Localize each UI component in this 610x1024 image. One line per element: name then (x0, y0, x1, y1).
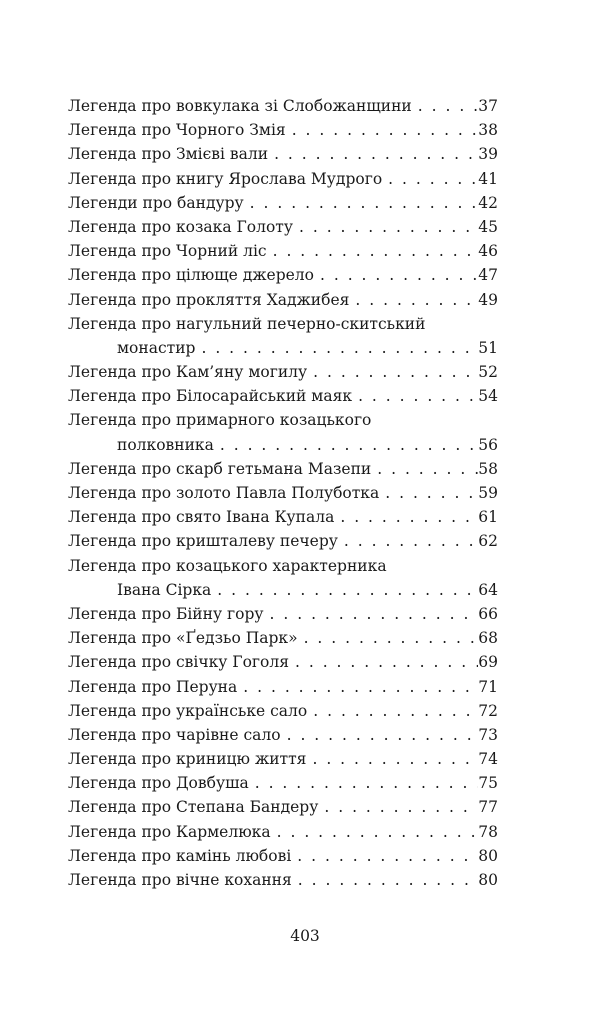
dot-leader (281, 723, 479, 747)
dot-leader (318, 795, 478, 819)
toc-entry[interactable] (68, 457, 498, 481)
toc-entry-page: 66 (478, 604, 498, 623)
toc-entry-line (68, 360, 498, 384)
toc-entry[interactable] (68, 312, 498, 360)
toc-entry-page: 46 (478, 242, 498, 261)
toc-entry-title: Легенда про Перуна (68, 677, 238, 696)
toc-entry[interactable] (68, 191, 498, 215)
toc-entry-page: 41 (478, 169, 498, 188)
toc-entry-title: Легенда про свято Івана Купала (68, 508, 335, 527)
toc-entry[interactable] (68, 215, 498, 239)
toc-entry-page: 74 (478, 750, 498, 769)
toc-entry-line (68, 844, 498, 868)
toc-entry-title: Легенда про Чорний ліс (68, 242, 267, 261)
toc-entry-title: Легенда про криницю життя (68, 750, 307, 769)
toc-entry-page: 78 (478, 822, 498, 841)
dot-leader (307, 360, 478, 384)
toc-entry-title: Легенда про Кам’яну могилу (68, 363, 308, 382)
toc-entry-title: Легенда про козацького характерника (68, 556, 387, 575)
toc-entry[interactable] (68, 142, 498, 166)
toc-entry[interactable] (68, 723, 498, 747)
toc-entry-line (68, 408, 498, 432)
toc-entry[interactable] (68, 384, 498, 408)
toc-entry-line (68, 626, 498, 650)
toc-entry-page: 58 (478, 459, 498, 478)
toc-entry-page: 54 (478, 387, 498, 406)
toc-entry-title-continuation: Івана Сірка (117, 580, 212, 599)
toc-entry-line (68, 699, 498, 723)
toc-entry-line (68, 215, 498, 239)
dot-leader (379, 481, 478, 505)
toc-entry-page: 80 (478, 871, 498, 889)
toc-entry-line (68, 529, 498, 553)
toc-entry[interactable] (68, 505, 498, 529)
toc-entry-page: 52 (478, 363, 498, 382)
toc-entry-title: Легенда про Змієві вали (68, 145, 269, 164)
toc-entry-page: 42 (478, 193, 498, 212)
toc-entry-title: Легенда про Степана Бандеру (68, 798, 319, 817)
toc-entry-title: Легенда про цілюще джерело (68, 266, 314, 285)
toc-entry[interactable] (68, 239, 498, 263)
toc-entry-page: 45 (478, 217, 498, 236)
toc-entry-line (68, 747, 498, 771)
toc-entry[interactable] (68, 481, 498, 505)
toc-entry[interactable] (68, 529, 498, 553)
toc-entry[interactable] (68, 602, 498, 626)
toc-entry-page: 47 (478, 266, 498, 285)
toc-entry-page: 69 (478, 653, 498, 672)
dot-leader (412, 94, 479, 118)
toc-entry-page: 73 (478, 725, 498, 744)
toc-entry-title: Легенда про нагульний печерно-скитський (68, 314, 426, 333)
toc-entry[interactable] (68, 795, 498, 819)
toc-entry-line (68, 795, 498, 819)
dot-leader (382, 167, 478, 191)
dot-leader (298, 626, 479, 650)
toc-entry-page: 37 (478, 97, 498, 115)
toc-entry-title: Легенда про кришталеву печеру (68, 532, 338, 551)
toc-entry-page: 38 (478, 121, 498, 140)
toc-entry-title: Легенда про скарб гетьмана Мазепи (68, 459, 372, 478)
dot-leader (334, 505, 478, 529)
toc-entry-line (68, 771, 498, 795)
toc-entry-title: Легенда про «Ґедзьо Парк» (68, 629, 298, 648)
toc-entry-page: 61 (478, 508, 498, 527)
toc-entry[interactable] (68, 288, 498, 312)
toc-entry-line (68, 167, 498, 191)
toc-entry-page: 62 (478, 532, 498, 551)
toc-entry-page: 39 (478, 145, 498, 164)
toc-entry-line (68, 675, 498, 699)
toc-entry[interactable] (68, 118, 498, 142)
toc-entry-page: 49 (478, 290, 498, 309)
toc-entry-line (68, 118, 498, 142)
toc-entry[interactable] (68, 94, 498, 118)
toc-entry-page: 59 (478, 484, 498, 502)
dot-leader (352, 384, 478, 408)
toc-entry-page: 64 (478, 580, 498, 599)
toc-entry[interactable] (68, 554, 498, 602)
dot-leader (244, 191, 479, 215)
toc-entry-page: 71 (478, 677, 498, 696)
toc-entry[interactable] (68, 699, 498, 723)
toc-entry-continuation-line (68, 578, 498, 602)
toc-entry-line (68, 239, 498, 263)
toc-entry-title: Легенда про Чорного Змія (68, 121, 286, 140)
toc-entry-title: Легенда про козака Голоту (68, 217, 293, 236)
toc-entry-title-continuation: полковника (117, 435, 214, 454)
toc-entry[interactable] (68, 408, 498, 456)
toc-entry-line (68, 94, 498, 118)
dot-leader (264, 602, 479, 626)
toc-entry-line (68, 481, 498, 505)
dot-leader (292, 868, 479, 892)
toc-entry-page: 68 (478, 629, 498, 648)
toc-entry[interactable] (68, 263, 498, 287)
toc-entry[interactable] (68, 747, 498, 771)
dot-leader (289, 650, 478, 674)
toc-entry-title: Легенда про Кармелюка (68, 822, 271, 841)
dot-leader (214, 433, 478, 457)
toc-entry-page: 51 (478, 338, 498, 357)
toc-entry-page: 77 (478, 798, 498, 817)
table-of-contents (68, 94, 498, 892)
toc-entry-line (68, 723, 498, 747)
toc-entry-line (68, 263, 498, 287)
toc-entry[interactable] (68, 167, 498, 191)
toc-entry-line (68, 820, 498, 844)
dot-leader (291, 844, 478, 868)
dot-leader (314, 263, 478, 287)
toc-entry[interactable] (68, 626, 498, 650)
dot-leader (307, 699, 478, 723)
toc-entry-page: 75 (478, 774, 498, 793)
dot-leader (286, 118, 479, 142)
dot-leader (271, 820, 479, 844)
dot-leader (306, 747, 478, 771)
toc-entry-line (68, 312, 498, 336)
toc-entry-title: Легенда про прокляття Хаджибея (68, 290, 350, 309)
toc-entry-line (68, 602, 498, 626)
toc-entry-page: 80 (478, 846, 498, 865)
toc-entry-title: Легенда про Бійну гору (68, 604, 264, 623)
toc-entry-title-continuation: монастир (117, 338, 196, 357)
toc-entry[interactable] (68, 868, 498, 892)
dot-leader (249, 771, 479, 795)
toc-entry-title: Легенда про камінь любові (68, 846, 292, 865)
toc-entry[interactable] (68, 771, 498, 795)
toc-entry-title: Легенди про бандуру (68, 193, 244, 212)
dot-leader (237, 675, 478, 699)
toc-entry-line (68, 384, 498, 408)
toc-entry-line (68, 142, 498, 166)
toc-entry-line (68, 288, 498, 312)
dot-leader (267, 239, 479, 263)
dot-leader (268, 142, 478, 166)
toc-entry-line (68, 457, 498, 481)
toc-entry[interactable] (68, 360, 498, 384)
dot-leader (195, 336, 478, 360)
toc-entry-title: Легенда про вовкулака зі Слобожанщини (68, 97, 412, 115)
dot-leader (371, 457, 478, 481)
toc-entry-title: Легенда про чарівне сало (68, 725, 281, 744)
toc-entry-page: 56 (478, 435, 498, 454)
toc-entry-page: 72 (478, 701, 498, 720)
dot-leader (349, 288, 478, 312)
toc-entry-title: Легенда про свічку Гоголя (68, 653, 289, 672)
toc-entry-title: Легенда про Довбуша (68, 774, 249, 793)
toc-entry-line (68, 650, 498, 674)
dot-leader (211, 578, 478, 602)
toc-entry-title: Легенда про Білосарайський маяк (68, 387, 353, 406)
toc-entry[interactable] (68, 820, 498, 844)
toc-entry-line (68, 868, 498, 892)
dot-leader (338, 529, 478, 553)
toc-entry[interactable] (68, 675, 498, 699)
toc-entry-title: Легенда про вічне кохання (68, 871, 292, 889)
toc-entry[interactable] (68, 844, 498, 868)
toc-entry-line (68, 554, 498, 578)
toc-entry-title: Легенда про примарного козацького (68, 411, 372, 430)
toc-entry-title: Легенда про книгу Ярослава Мудрого (68, 169, 383, 188)
toc-entry[interactable] (68, 650, 498, 674)
toc-entry-title: Легенда про українське сало (68, 701, 308, 720)
page-number: 403 (290, 927, 320, 945)
toc-entry-line (68, 505, 498, 529)
toc-entry-continuation-line (68, 336, 498, 360)
toc-entry-title: Легенда про золото Павла Полуботка (68, 484, 380, 502)
toc-entry-line (68, 191, 498, 215)
toc-entry-continuation-line (68, 433, 498, 457)
dot-leader (293, 215, 478, 239)
